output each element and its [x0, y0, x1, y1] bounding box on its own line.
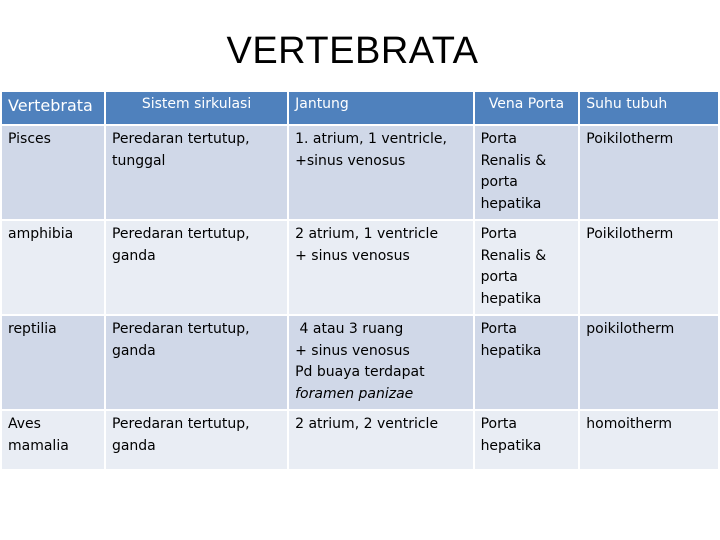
table-row	[1, 125, 719, 220]
cell-jantung	[288, 410, 473, 470]
cell-sistem-sirkulasi	[105, 410, 288, 470]
cell-suhu-tubuh	[579, 125, 719, 220]
cell-jantung	[288, 125, 473, 220]
table-row	[1, 315, 719, 410]
cell-text: reptilia	[8, 321, 57, 337]
cell-vertebrata	[1, 125, 105, 220]
table-row	[1, 410, 719, 470]
column-header-suhu-tubuh: Suhu tubuh	[579, 91, 719, 125]
cell-text: porta	[480, 174, 518, 190]
cell-vertebrata	[1, 410, 105, 470]
cell-text: 2 atrium, 1 ventricle	[295, 226, 439, 242]
cell-text: Peredaran tertutup,	[111, 226, 250, 242]
cell-jantung	[288, 315, 473, 410]
page-title: VERTEBRATA	[226, 30, 479, 72]
cell-vena-porta	[474, 125, 580, 220]
table-row	[1, 220, 719, 315]
table-header-row	[1, 91, 719, 125]
cell-text: Porta	[480, 226, 517, 242]
cell-text: porta	[480, 269, 518, 285]
cell-text: Renalis &	[480, 152, 547, 169]
cell-text: poikilotherm	[586, 321, 675, 337]
cell-text: 2 atrium, 2 ventricle	[295, 416, 439, 432]
cell-text: hepatika	[480, 290, 542, 307]
cell-text-italic: foramen panizae	[295, 385, 414, 402]
cell-text: Pisces	[8, 131, 51, 147]
cell-vena-porta	[474, 315, 580, 410]
cell-vertebrata	[1, 220, 105, 315]
cell-text: + sinus venosus	[295, 247, 410, 264]
cell-text: tunggal	[111, 152, 166, 169]
cell-suhu-tubuh	[579, 410, 719, 470]
cell-suhu-tubuh	[579, 220, 719, 315]
cell-text: hepatika	[480, 195, 542, 212]
cell-text: +sinus venosus	[295, 152, 406, 169]
cell-jantung	[288, 220, 473, 315]
cell-text: Aves	[8, 416, 41, 432]
cell-text: 4 atau 3 ruang	[295, 321, 404, 337]
cell-sistem-sirkulasi	[105, 125, 288, 220]
cell-text: Peredaran tertutup,	[111, 321, 250, 337]
cell-text: Renalis &	[480, 247, 547, 264]
column-header-jantung: Jantung	[288, 91, 473, 125]
cell-sistem-sirkulasi	[105, 220, 288, 315]
cell-text: ganda	[111, 437, 156, 454]
cell-text: ganda	[111, 342, 156, 359]
cell-vertebrata	[1, 315, 105, 410]
cell-vena-porta	[474, 410, 580, 470]
cell-text: Poikilotherm	[586, 226, 674, 242]
cell-text: Peredaran tertutup,	[111, 131, 250, 147]
cell-text: Pd buaya terdapat	[295, 364, 425, 380]
cell-text: 1. atrium, 1 ventricle,	[295, 131, 447, 147]
column-header-sistem-sirkulasi: Sistem sirkulasi	[105, 91, 288, 125]
vertebrata-table	[0, 90, 720, 471]
cell-suhu-tubuh	[579, 315, 719, 410]
cell-text: ganda	[111, 247, 156, 264]
cell-text: homoitherm	[586, 416, 672, 432]
cell-text: Porta	[480, 416, 517, 432]
cell-sistem-sirkulasi	[105, 315, 288, 410]
column-header-vertebrata: Vertebrata	[1, 91, 105, 125]
cell-vena-porta	[474, 220, 580, 315]
cell-text: Porta	[480, 131, 517, 147]
cell-text: amphibia	[8, 226, 74, 242]
cell-text: Porta	[480, 321, 517, 337]
cell-text: + sinus venosus	[295, 342, 410, 359]
column-header-vena-porta: Vena Porta	[474, 91, 580, 125]
cell-text: mamalia	[8, 437, 69, 454]
cell-text: hepatika	[480, 342, 542, 359]
cell-text: hepatika	[480, 437, 542, 454]
cell-text: Poikilotherm	[586, 131, 674, 147]
cell-text: Peredaran tertutup,	[111, 416, 250, 432]
